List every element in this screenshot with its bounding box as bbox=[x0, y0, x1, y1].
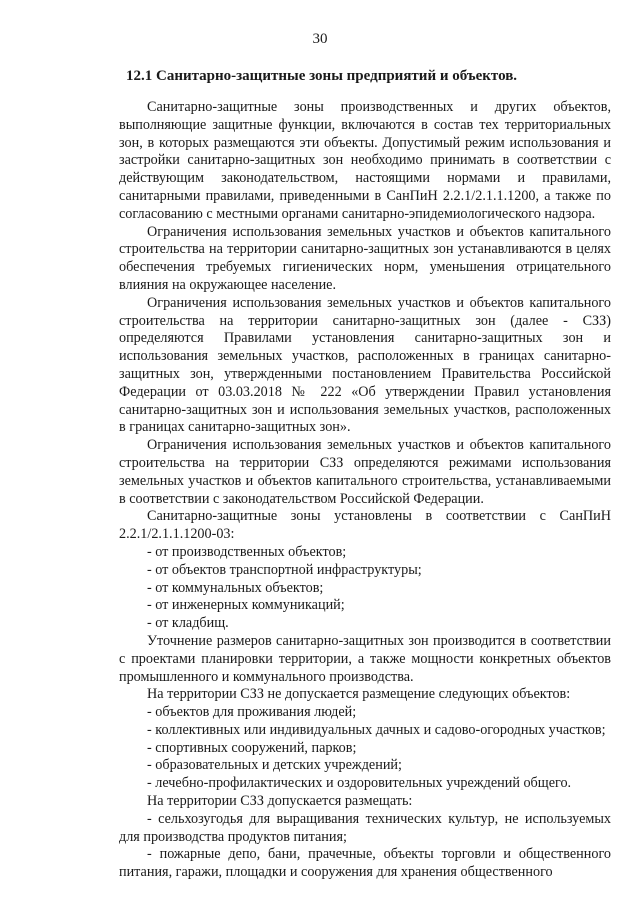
list-item-prohibited: - лечебно-профилактических и оздоровительных учреждений общего. bbox=[147, 775, 572, 792]
list-item-source: - от объектов транспортной инфраструктуры; bbox=[147, 561, 422, 578]
list-item-source: - от кладбищ. bbox=[147, 615, 229, 632]
paragraph: Санитарно-защитные зоны установлены в соответствии с СанПиН 2.2.1/2.1.1.1200-03: bbox=[119, 508, 611, 543]
list-item-allowed: - пожарные депо, бани, прачечные, объекты торговли и общественного питания, гаражи, площадки и сооружения для хранения общественного bbox=[119, 846, 611, 881]
paragraph: Ограничения использования земельных участков и объектов капитального строительства на территории санитарно-защитных зон (далее - СЗЗ) определяются Правилами установления санитарно-защитных зон и использования земельных участков, расположенных в границах санитарно- защитных зон, утвержденными постановлением Правительства Российской Федерации от 03.03.2018 № 222 «Об утверждении Правил установления санитарно-защитных зон и использования земельных участков, расположенных в границах санитарно-защитных зон». bbox=[119, 294, 611, 436]
list-item-prohibited: - объектов для проживания людей; bbox=[147, 704, 357, 721]
prohibited-intro: На территории СЗЗ не допускается размещение следующих объектов: bbox=[147, 686, 571, 703]
list-item-prohibited: - коллективных или индивидуальных дачных и садово-огородных участков; bbox=[147, 721, 606, 738]
list-item-prohibited: - спортивных сооружений, парков; bbox=[147, 739, 357, 756]
list-item-source: - от производственных объектов; bbox=[147, 543, 347, 560]
paragraph: Ограничения использования земельных участков и объектов капитального строительства на территории СЗЗ определяются режимами использования земельных участков и объектов капитального строительства, устанавливаемыми в соответствии с законодательством Российской Федерации. bbox=[119, 437, 611, 507]
refinement-paragraph: Уточнение размеров санитарно-защитных зон производится в соответствии с проектами планировки территории, а также мощности конкретных объектов промышленного и коммунального производства. bbox=[119, 632, 611, 685]
section-heading: 12.1 Санитарно-защитные зоны предприятий и объектов. bbox=[126, 68, 518, 84]
page-number: 30 bbox=[312, 31, 328, 47]
paragraph: Ограничения использования земельных участков и объектов капитального строительства на территории санитарно-защитных зон устанавливаются в целях обеспечения требуемых гигиенических норм, уменьшения отрицательного влияния на окружающее население. bbox=[119, 223, 611, 293]
list-item-prohibited: - образовательных и детских учреждений; bbox=[147, 757, 402, 774]
paragraph: Санитарно-защитные зоны производственных и других объектов, выполняющие защитные функции, включаются в состав тех территориальных зон, в которых размещаются эти объекты. Допустимый режим использования и застройки санитарно-защитных зон необходимо принимать в соответствии с действующим законодательством, настоящими нормами и правилами, санитарными правилами, приведенными в СанПиН 2.2.1/2.1.1.1200, а также по согласованию с местными органами санитарно-эпидемиологического надзора. bbox=[119, 99, 611, 222]
list-item-allowed: - сельхозугодья для выращивания технических культур, не используемых для производства продуктов питания; bbox=[119, 810, 611, 845]
allowed-intro: На территории СЗЗ допускается размещать: bbox=[147, 793, 413, 810]
body-text bbox=[119, 99, 611, 882]
list-item-source: - от коммунальных объектов; bbox=[147, 579, 324, 596]
list-item-source: - от инженерных коммуникаций; bbox=[147, 597, 345, 614]
